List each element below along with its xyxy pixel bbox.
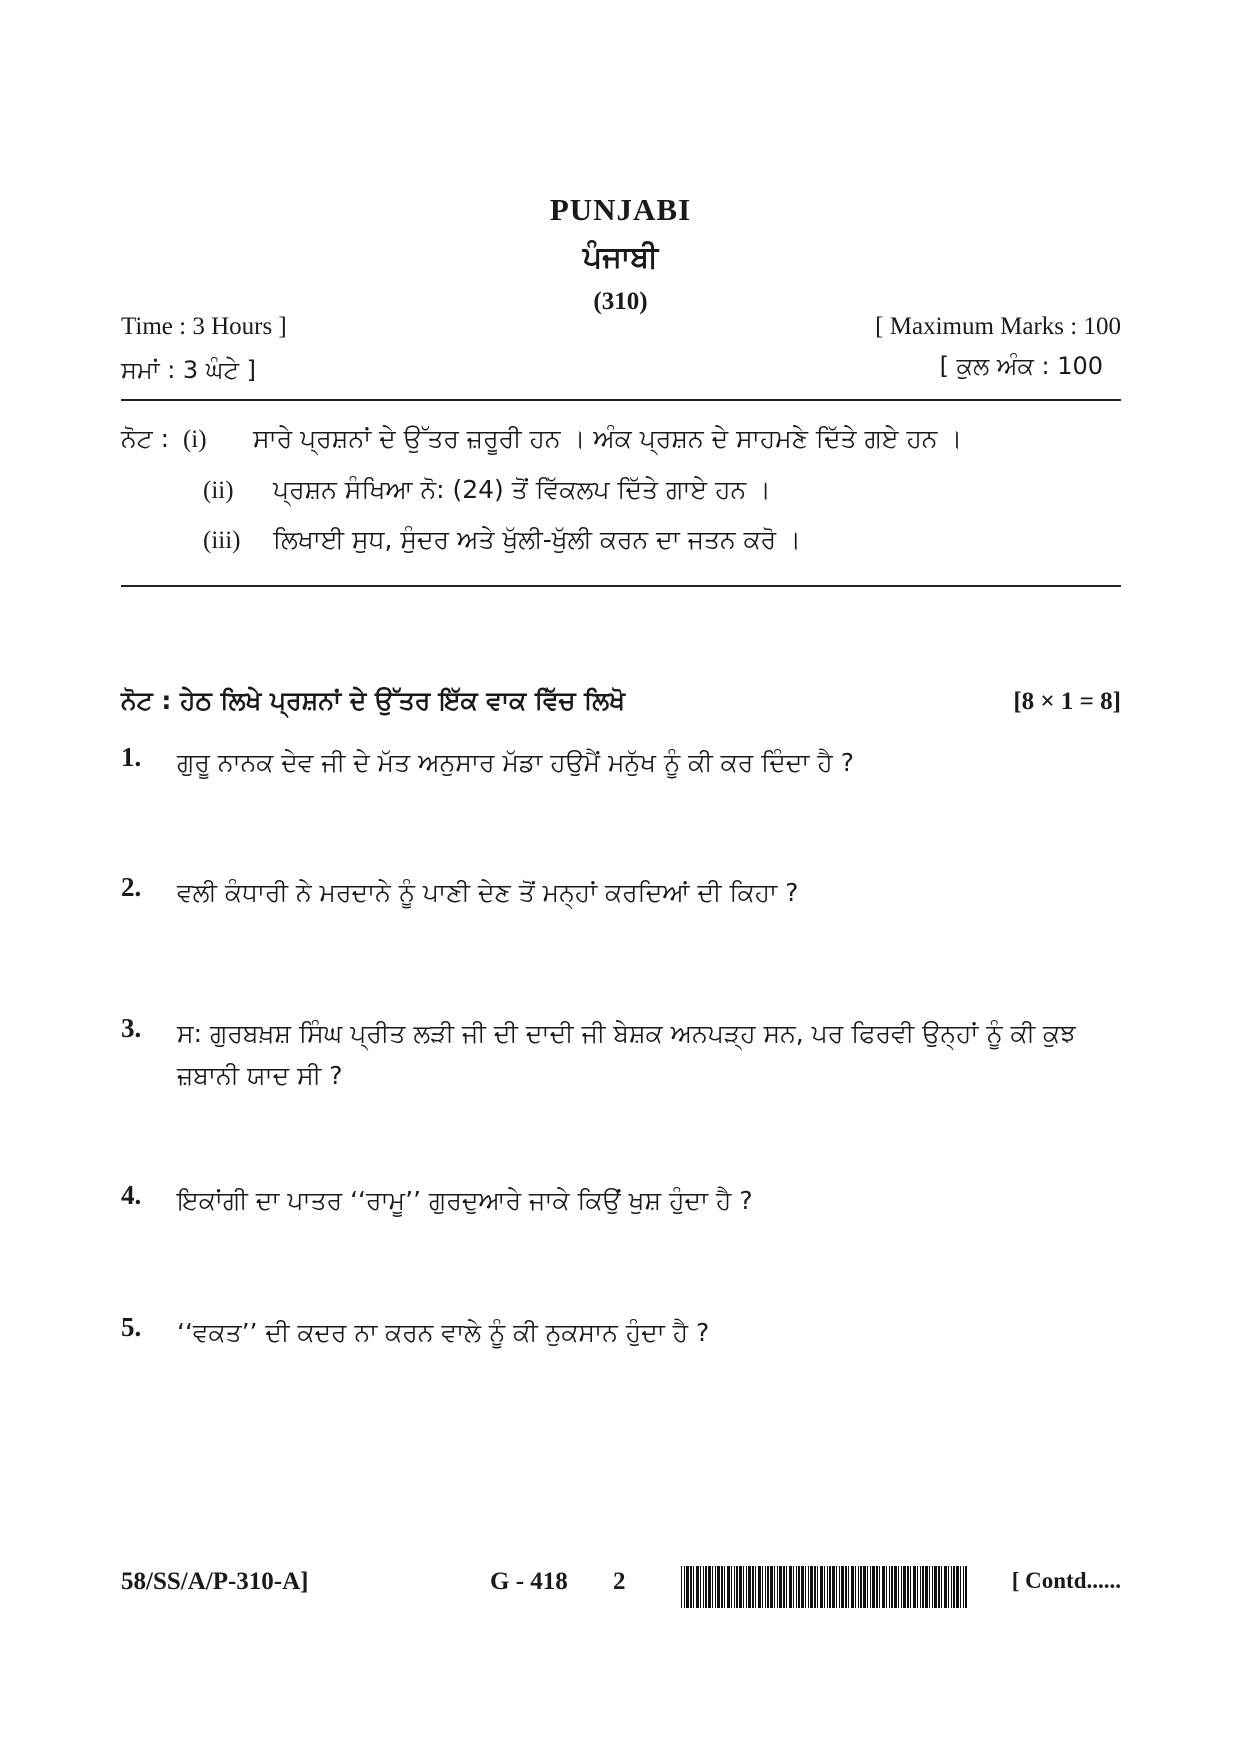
divider-top <box>121 399 1121 401</box>
question-text: ਇਕਾਂਗੀ ਦਾ ਪਾਤਰ ‘‘ਰਾਮੂ’’ ਗੁਰਦੁਆਰੇ ਜਾਕੇ ਕਿਉਂ ਖੁਸ਼ ਹੁੰਦਾ ਹੈ ? <box>177 1186 753 1215</box>
question-5 <box>121 1312 1121 1354</box>
divider-bottom <box>121 585 1121 587</box>
question-number: 4. <box>121 1180 142 1210</box>
time-punjabi: ਸਮਾਂ : 3 ਘੰਟੇ ] <box>121 356 257 384</box>
max-marks-punjabi: [ ਕੁਲ ਅੰਕ : 100 <box>939 352 1103 380</box>
question-text: ਵਲੀ ਕੰਧਾਰੀ ਨੇ ਮਰਦਾਨੇ ਨੂੰ ਪਾਣੀ ਦੇਣ ਤੋਂ ਮਨ੍ਹਾਂ ਕਰਦਿਆਂ ਦੀ ਕਿਹਾ ? <box>177 878 799 907</box>
question-3 <box>121 1013 1121 1097</box>
question-2 <box>121 872 1121 914</box>
time-english: Time : 3 Hours ] <box>121 313 287 340</box>
max-marks-english: [ Maximum Marks : 100 <box>875 313 1121 340</box>
subject-title-english: PUNJABI <box>549 192 692 227</box>
question-number: 3. <box>121 1013 142 1043</box>
note-prefix: ਨੋਟ : <box>121 424 170 453</box>
question-number: 2. <box>121 872 142 902</box>
question-number: 5. <box>121 1312 142 1342</box>
subject-code: (310) <box>593 288 648 315</box>
note-item-2 <box>203 475 771 505</box>
note-label: (iii) <box>203 527 241 554</box>
note-text: ਲਿਖਾਈ ਸੁਧ, ਸੁੰਦਰ ਅਤੇ ਖੁੱਲੀ-ਖੁੱਲੀ ਕਰਨ ਦਾ ਜਤਨ ਕਰੋ । <box>272 525 801 554</box>
note-item-3 <box>203 525 801 555</box>
subject-title-punjabi: ਪੰਜਾਬੀ <box>582 240 659 275</box>
note-label: (i) <box>182 426 207 453</box>
note-text: ਸਾਰੇ ਪ੍ਰਸ਼ਨਾਂ ਦੇ ਉੱਤਰ ਜ਼ਰੂਰੀ ਹਨ । ਅੰਕ ਪ੍ਰਸ਼ਨ ਦੇ ਸਾਹਮਣੇ ਦਿੱਤੇ ਗਏ ਹਨ । <box>252 424 963 453</box>
question-4 <box>121 1180 1121 1222</box>
paper-code: 58/SS/A/P-310-A] <box>121 1568 309 1595</box>
question-text: ਸ: ਗੁਰਬਖ਼ਸ਼ ਸਿੰਘ ਪ੍ਰੀਤ ਲੜੀ ਜੀ ਦੀ ਦਾਦੀ ਜੀ ਬੇਸ਼ਕ ਅਨਪੜ੍ਹ ਸਨ, ਪਰ ਫਿਰਵੀ ਉਨ੍ਹਾਂ ਨੂੰ ਕੀ ਕੁਝ ਜ਼ਬਾਨੀ ਯਾਦ ਸੀ ? <box>177 1019 1076 1090</box>
question-text: ‘‘ਵਕਤ’’ ਦੀ ਕਦਰ ਨਾ ਕਰਨ ਵਾਲੇ ਨੂੰ ਕੀ ਨੁਕਸਾਨ ਹੁੰਦਾ ਹੈ ? <box>177 1318 710 1347</box>
note-label: (ii) <box>203 477 234 504</box>
section-instruction: ਨੋਟ : ਹੇਠ ਲਿਖੇ ਪ੍ਰਸ਼ਨਾਂ ਦੇ ਉੱਤਰ ਇੱਕ ਵਾਕ ਵਿੱਚ ਲਿਖੋ <box>121 686 625 715</box>
continued-label: [ Contd...... <box>1011 1568 1121 1593</box>
page-number: 2 <box>613 1568 626 1595</box>
question-1 <box>121 742 1121 784</box>
question-number: 1. <box>121 742 142 772</box>
question-text: ਗੁਰੂ ਨਾਨਕ ਦੇਵ ਜੀ ਦੇ ਮੱਤ ਅਨੁਸਾਰ ਮੱਡਾ ਹਉਮੈਂ ਮਨੁੱਖ ਨੂੰ ਕੀ ਕਰ ਦਿੰਦਾ ਹੈ ? <box>177 748 854 777</box>
note-text: ਪ੍ਰਸ਼ਨ ਸੰਖਿਆ ਨੋ: (24) ਤੋਂ ਵਿੱਕਲਪ ਦਿੱਤੇ ਗਾਏ ਹਨ । <box>272 475 771 504</box>
barcode-icon <box>681 1566 967 1608</box>
note-item-1 <box>121 424 962 454</box>
series-code: G - 418 <box>490 1568 568 1595</box>
section-marks: [8 × 1 = 8] <box>1013 688 1121 715</box>
